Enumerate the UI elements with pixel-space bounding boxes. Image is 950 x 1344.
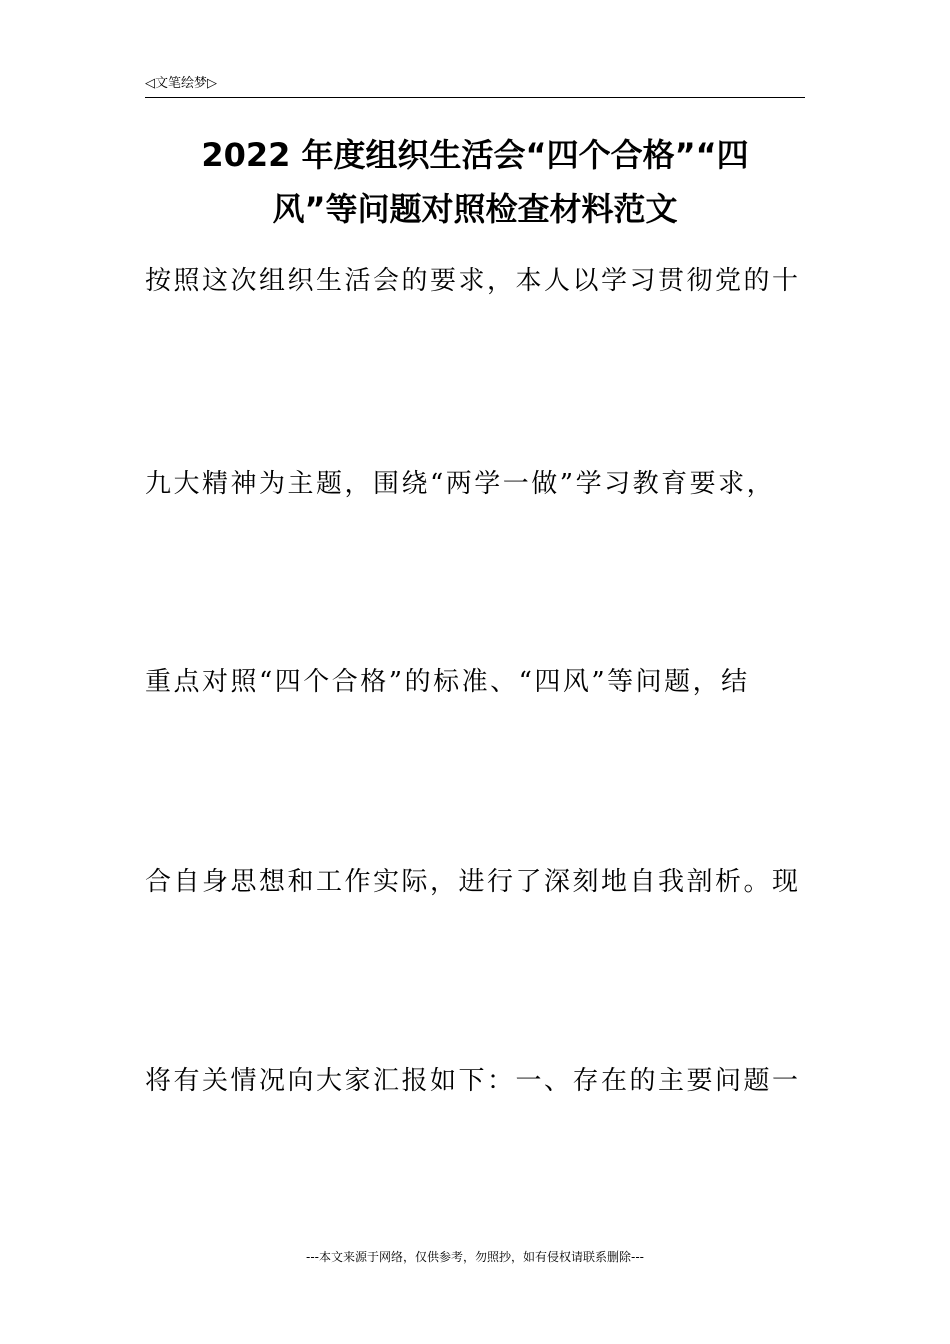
document-title bbox=[145, 128, 805, 236]
body-line-4: 合自身思想和工作实际，进行了深刻地自我剖析。现 bbox=[145, 867, 801, 897]
body-line-5: 将有关情况向大家汇报如下：一、存在的主要问题一 bbox=[145, 1066, 801, 1096]
header-label: ◁文笔绘梦▷ bbox=[145, 76, 217, 91]
title-line-2: 风”等问题对照检查材料范文 bbox=[272, 190, 678, 228]
body-line-3: 重点对照“四个合格”的标准、“四风”等问题，结 bbox=[145, 667, 750, 697]
header-divider bbox=[145, 97, 805, 98]
body-line-1: 按照这次组织生活会的要求，本人以学习贯彻党的十 bbox=[145, 266, 801, 296]
footer-disclaimer: ---本文来源于网络，仅供参考，勿照抄，如有侵权请联系删除--- bbox=[306, 1250, 644, 1264]
title-line-1: 2022 年度组织生活会“四个合格”“四 bbox=[201, 136, 749, 174]
body-line-2: 九大精神为主题，围绕“两学一做”学习教育要求， bbox=[145, 469, 776, 499]
